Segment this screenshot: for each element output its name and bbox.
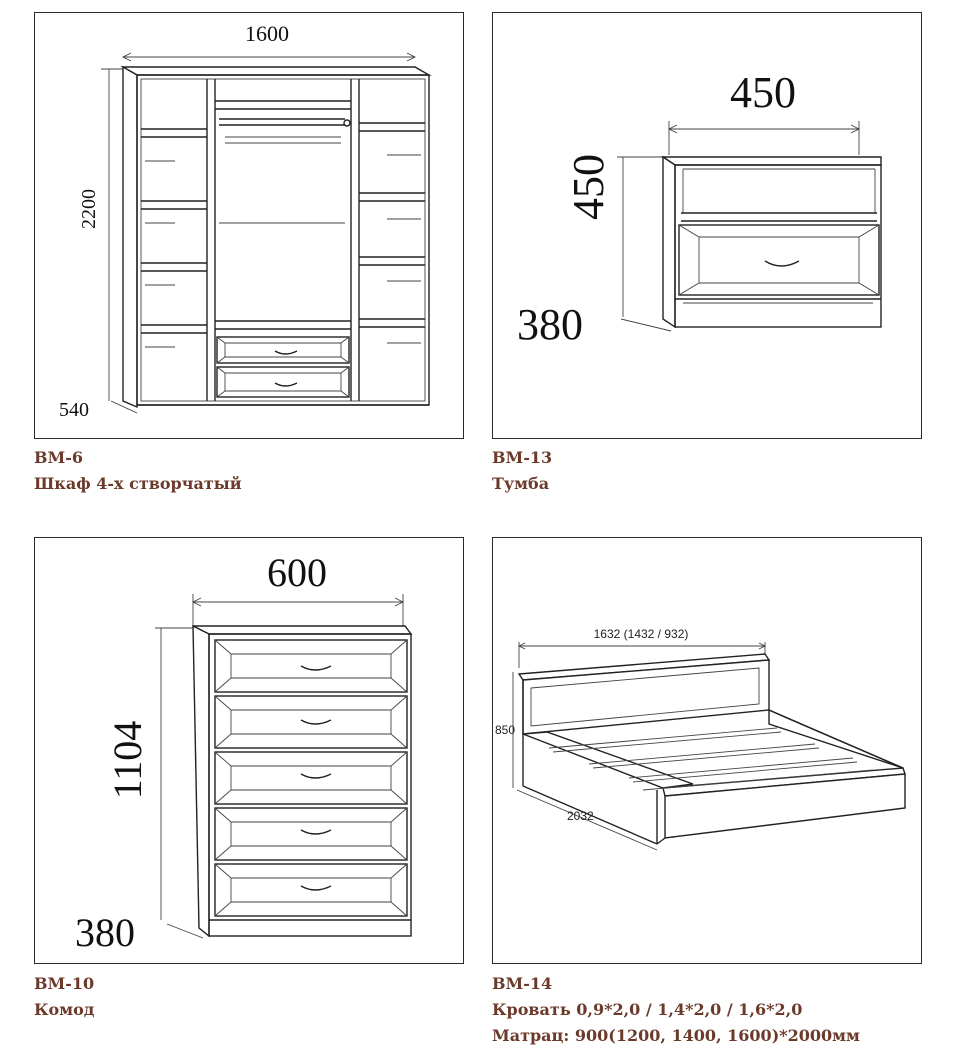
item-name: Комод <box>34 1000 95 1019</box>
wardrobe-height-label: 2200 <box>78 189 100 229</box>
bed-height-label: 850 <box>495 723 516 737</box>
wardrobe-drawing <box>35 13 463 438</box>
item-code: ВМ-13 <box>492 448 553 467</box>
item-code: ВМ-6 <box>34 448 84 467</box>
wardrobe-width-label: 1600 <box>245 21 289 46</box>
nightstand-height-label: 450 <box>564 154 613 220</box>
chest-drawing <box>35 538 463 963</box>
item-name-secondary: Матрац: 900(1200, 1400, 1600)*2000мм <box>492 1026 860 1045</box>
wardrobe-depth-label: 540 <box>59 399 89 421</box>
nightstand-depth-label: 380 <box>517 300 583 349</box>
item-name: Тумба <box>492 474 550 493</box>
chest-width-label: 600 <box>267 550 327 595</box>
item-code: ВМ-10 <box>34 974 95 993</box>
item-name: Шкаф 4-х створчатый <box>34 474 242 493</box>
chest-drawing-panel <box>34 537 464 964</box>
nightstand-drawing-panel <box>492 12 922 439</box>
chest-height-label: 1104 <box>105 720 150 800</box>
bed-length-label: 2032 <box>567 809 594 823</box>
wardrobe-drawing-panel <box>34 12 464 439</box>
bed-drawing <box>493 538 921 963</box>
item-code: ВМ-14 <box>492 974 553 993</box>
nightstand-drawing <box>493 13 921 438</box>
nightstand-width-label: 450 <box>730 68 796 117</box>
item-name: Кровать 0,9*2,0 / 1,4*2,0 / 1,6*2,0 <box>492 1000 803 1019</box>
chest-depth-label: 380 <box>75 910 135 955</box>
bed-width-label: 1632 (1432 / 932) <box>593 627 689 641</box>
bed-drawing-panel <box>492 537 922 964</box>
